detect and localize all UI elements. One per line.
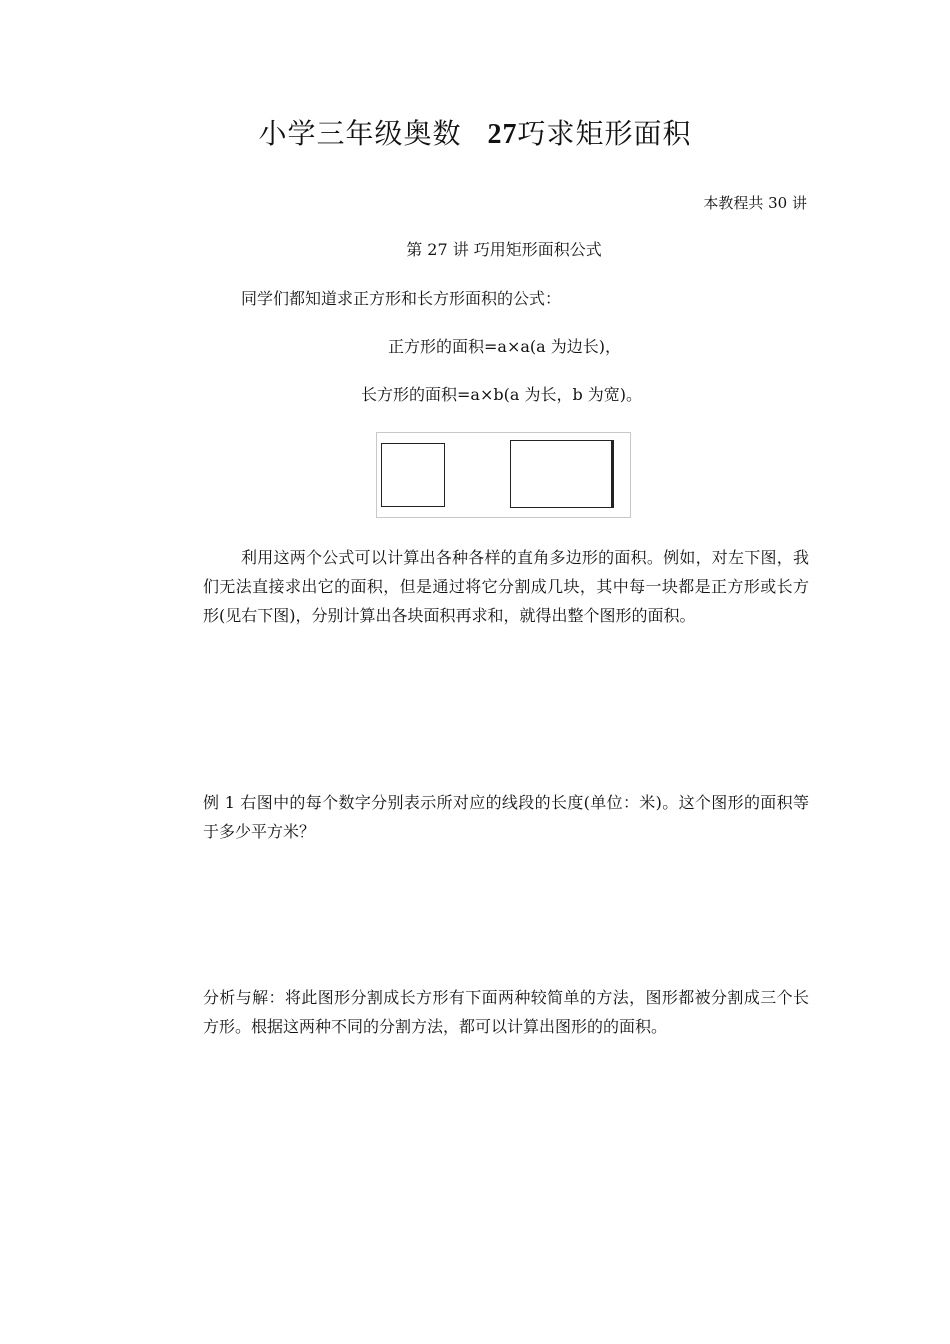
analysis-paragraph: 分析与解：将此图形分割成长方形有下面两种较简单的方法，图形都被分割成三个长方形。根据这两种不同的分割方法，都可以计算出图形的的面积。 xyxy=(203,988,809,1036)
series-note: 本教程共 30 讲 xyxy=(703,194,807,212)
title-number: 27 xyxy=(487,119,518,150)
document-title xyxy=(0,112,950,152)
explanation-paragraph: 利用这两个公式可以计算出各种各样的直角多边形的面积。例如，对左下图，我们无法直接求出它的面积，但是通过将它分割成几块，其中每一块都是正方形或长方形(见右下图)，分别计算出各块面积再求和，就得出整个图形的面积。 xyxy=(203,548,809,625)
intro-text: 同学们都知道求正方形和长方形面积的公式： xyxy=(241,289,562,308)
rectangle-shape xyxy=(510,440,614,508)
square-area-formula: 正方形的面积=a×a(a 为边长)， xyxy=(388,337,622,356)
lecture-heading: 第 27 讲 巧用矩形面积公式 xyxy=(406,240,602,259)
square-shape xyxy=(381,443,445,507)
square-rectangle-figure xyxy=(376,432,631,518)
title-suffix: 巧求矩形面积 xyxy=(517,117,692,150)
title-prefix: 小学三年级奥数 xyxy=(258,117,462,150)
rectangle-area-formula: 长方形的面积=a×b(a 为长，b 为宽)。 xyxy=(361,385,643,404)
example-1-question: 例 1 右图中的每个数字分别表示所对应的线段的长度(单位：米)。这个图形的面积等于多少平方米？ xyxy=(203,793,809,841)
